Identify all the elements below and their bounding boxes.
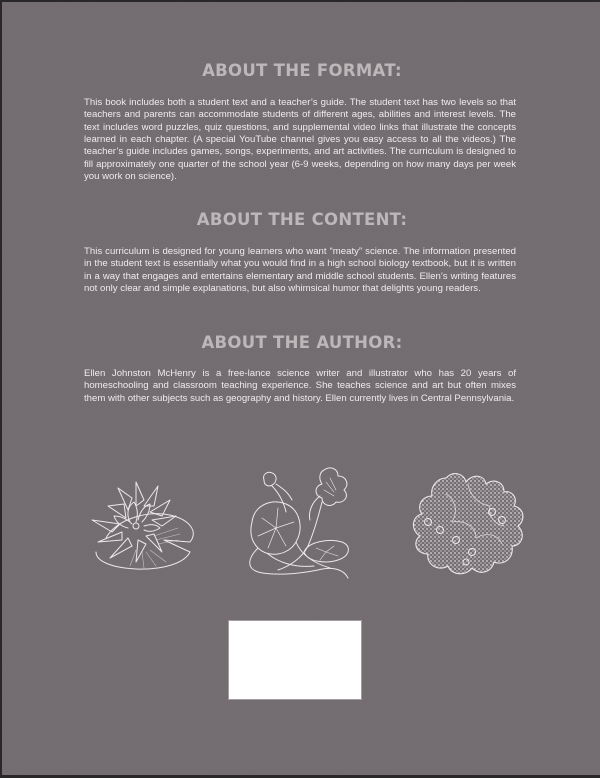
section-heading-content: ABOUT THE CONTENT:	[196, 210, 408, 229]
section-heading-format: ABOUT THE FORMAT:	[202, 61, 402, 80]
water-lily-illustration	[66, 470, 201, 575]
section-body-author: Ellen Johnston McHenry is a free-lance science writer and illustrator who has 20 years of homeschooling and classroom teaching experience. She teaches science and art but often mixes them with other subjects such as geography and history. Ellen currently lives in Central Pennsylvania.	[84, 368, 516, 404]
nasturtium-illustration	[238, 462, 363, 582]
barcode-placeholder-box	[228, 620, 362, 700]
book-back-cover	[2, 2, 600, 775]
lichen-illustration	[406, 464, 536, 579]
section-body-format: This book includes both a student text and a teacher’s guide. The student text has two levels so that teachers and parents can accommodate students of different ages, abilities and interest levels. The text includes word puzzles, quiz questions, and supplemental video links that illustrate the concepts learned in each chapter. (A special YouTube channel gives you easy access to all the videos.) The teacher’s guide includes games, songs, experiments, and art activities. The curriculum is designed to fill approximately one quarter of the school year (6-9 weeks, depending on how many days per week you work on science).	[84, 97, 516, 183]
section-body-content: This curriculum is designed for young learners who want “meaty” science. The information presented in the student text is essentially what you would find in a high school biology textbook, but it is written in a way that engages and entertains elementary and middle school students. Ellen’s writing features not only clear and simple explanations, but also whimsical humor that delights young readers.	[84, 246, 516, 295]
section-heading-author: ABOUT THE AUTHOR:	[201, 333, 403, 352]
